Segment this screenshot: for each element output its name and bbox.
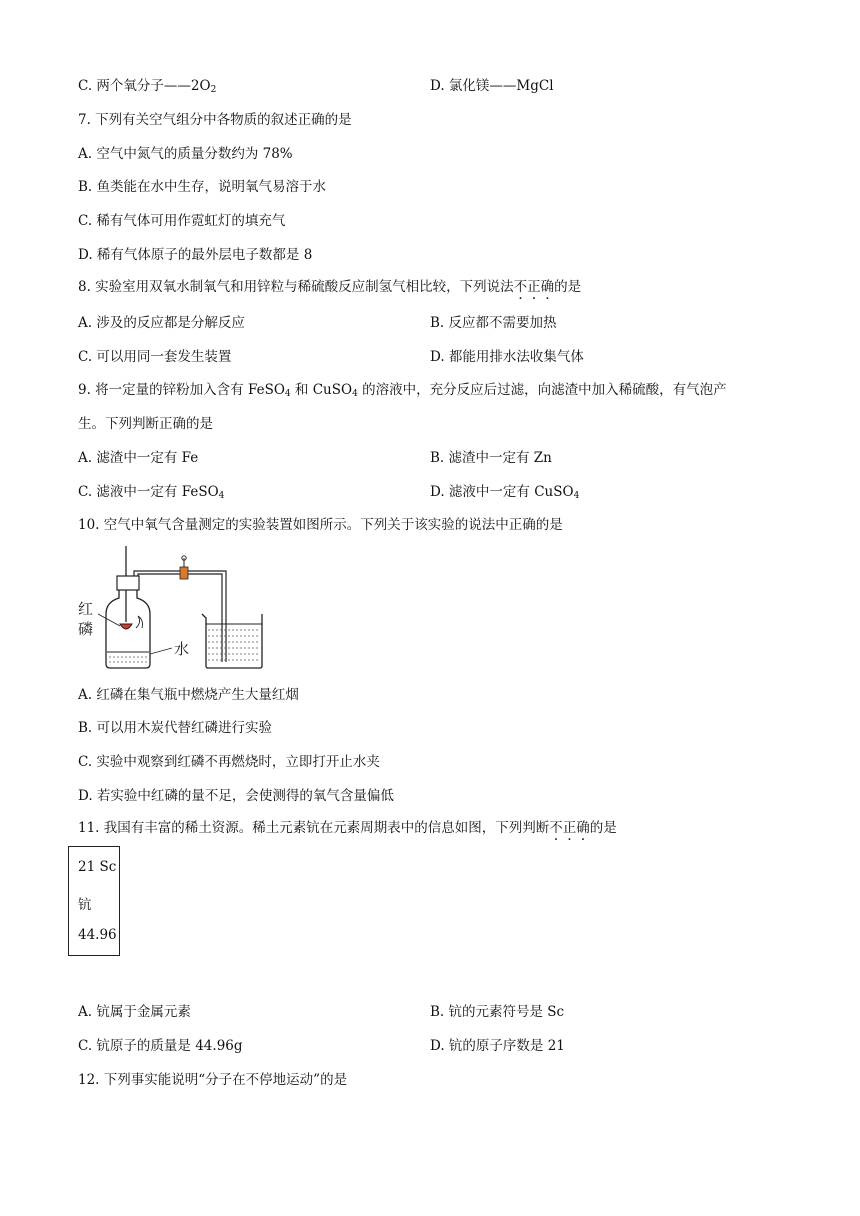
q12-stem: 12. 下列事实能说明“分子在不停地运动”的是 xyxy=(78,1072,348,1088)
q10-option-c: C. 实验中观察到红磷不再燃烧时，立即打开止水夹 xyxy=(78,754,380,770)
q10-option-d: D. 若实验中红磷的量不足，会使测得的氧气含量偏低 xyxy=(78,788,394,804)
q10-option-a: A. 红磷在集气瓶中燃烧产生大量红烟 xyxy=(78,687,299,703)
element-name: 钪 xyxy=(78,897,92,913)
element-mass: 44.96 xyxy=(78,927,117,943)
label-water: 水 xyxy=(174,640,190,658)
q7-option-a: A. 空气中氮气的质量分数约为 78% xyxy=(78,146,293,162)
q8-option-d: D. 都能用排水法收集气体 xyxy=(430,349,584,365)
q6-option-c: C. 两个氧分子$——2O_2$ xyxy=(78,78,217,95)
q9-option-a: A. 滤渣中一定有 Fe xyxy=(78,450,199,466)
q10-stem: 10. 空气中氧气含量测定的实验装置如图所示。下列关于该实验的说法中正确的是 xyxy=(78,517,563,533)
q8-stem: 8. 实验室用双氧水制氧气和用锌粒与稀硫酸反应制氢气相比较，下列说法不正确的是 xyxy=(78,279,582,295)
element-info-box xyxy=(68,846,120,956)
q11-stem: 11. 我国有丰富的稀土资源。稀土元素钪在元素周期表中的信息如图，下列判断不正确的是 xyxy=(78,820,617,836)
q11-option-b: B. 钪的元素符号是 Sc xyxy=(430,1004,565,1020)
q9-stem-line2: 生。下列判断正确的是 xyxy=(78,416,213,432)
q9-option-d: D. 滤液中一定有 CuSO$_4$ xyxy=(430,484,580,501)
experiment-apparatus-diagram xyxy=(76,544,276,674)
label-red-phosphorus-1: 红 xyxy=(78,600,94,618)
q7-option-d: D. 稀有气体原子的最外层电子数都是 8 xyxy=(78,247,313,263)
label-red-phosphorus-2: 磷 xyxy=(78,620,94,638)
q11-option-a: A. 钪属于金属元素 xyxy=(78,1004,191,1020)
q8-option-b: B. 反应都不需要加热 xyxy=(430,315,557,331)
q9-stem-line1: 9. 将一定量的锌粉加入含有 FeSO$_4$ 和 CuSO$_4$ 的溶液中，充分反应后过滤，向滤渣中加入稀硫酸，有气泡产 xyxy=(78,382,727,399)
q9-option-c: C. 滤液中一定有 FeSO$_4$ xyxy=(78,484,225,501)
q9-option-b: B. 滤渣中一定有 Zn xyxy=(430,450,552,466)
q10-option-b: B. 可以用木炭代替红磷进行实验 xyxy=(78,720,273,736)
q7-option-b: B. 鱼类能在水中生存，说明氧气易溶于水 xyxy=(78,179,327,195)
q8-option-c: C. 可以用同一套发生装置 xyxy=(78,349,232,365)
q11-option-c: C. 钪原子的质量是 44.96g xyxy=(78,1038,243,1054)
q7-option-c: C. 稀有气体可用作霓虹灯的填充气 xyxy=(78,213,286,229)
element-number-symbol: 21 Sc xyxy=(78,859,117,875)
q11-option-d: D. 钪的原子序数是 21 xyxy=(430,1038,565,1054)
q7-stem: 7. 下列有关空气组分中各物质的叙述正确的是 xyxy=(78,112,352,128)
q8-option-a: A. 涉及的反应都是分解反应 xyxy=(78,315,245,331)
q6-option-d: D. 氯化镁——MgCl xyxy=(430,78,554,94)
